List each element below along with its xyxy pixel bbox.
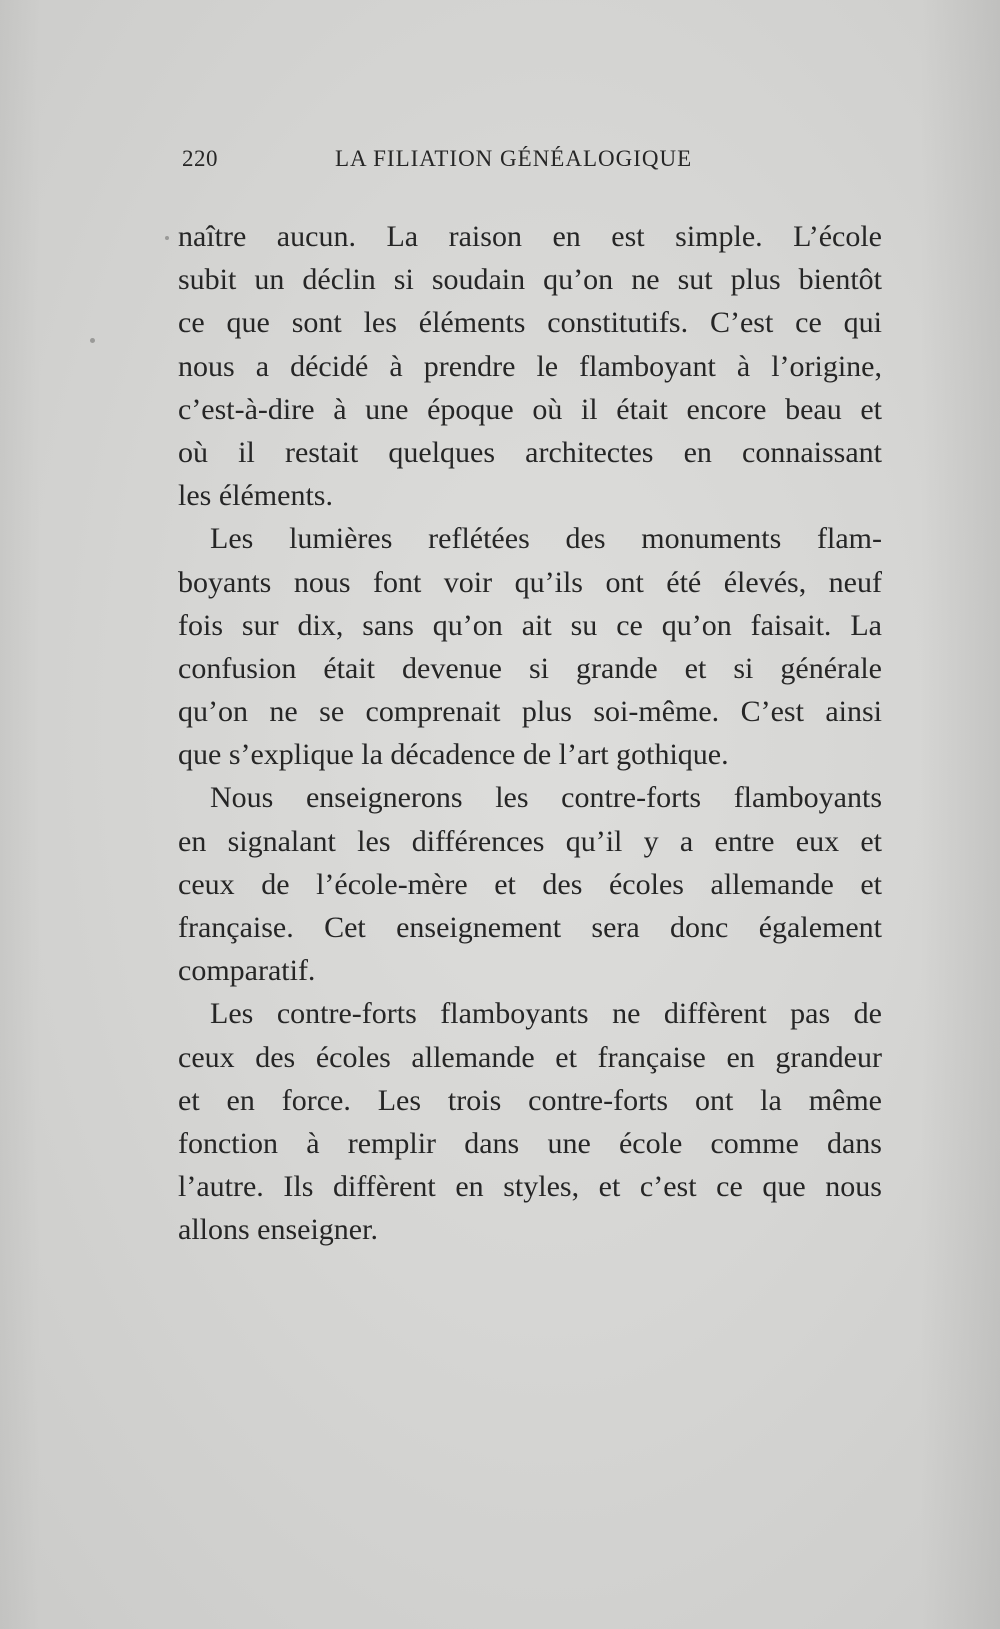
text-line: qu’on ne se comprenait plus soi-même. C’est ainsi	[178, 695, 882, 729]
text-line: en signalant les différences qu’il y a entre eux et	[178, 824, 882, 858]
text-line: Les contre-forts flamboyants ne diffèrent pas de	[210, 997, 882, 1031]
text-line: Les lumières reflétées des monuments flam-	[210, 522, 882, 556]
text-line: fonction à remplir dans une école comme dans	[178, 1126, 882, 1160]
text-line: nous a décidé à prendre le flamboyant à l’origine,	[178, 349, 882, 383]
text-line: boyants nous font voir qu’ils ont été élevés, neuf	[178, 565, 882, 599]
text-line: Nous enseignerons les contre-forts flamboyants	[210, 781, 882, 815]
paragraph-3	[178, 776, 882, 992]
text-line: confusion était devenue si grande et si générale	[178, 651, 882, 685]
paragraph-1	[178, 215, 882, 517]
text-line: où il restait quelques architectes en connaissant	[178, 435, 882, 469]
text-line: comparatif.	[178, 954, 316, 988]
text-line: ceux des écoles allemande et française en grandeur	[178, 1040, 882, 1074]
page-number: 220	[182, 146, 218, 171]
text-line: allons enseigner.	[178, 1213, 378, 1247]
text-line: naître aucun. La raison en est simple. L’école	[178, 220, 882, 253]
text-line: les éléments.	[178, 479, 333, 513]
running-title: LA FILIATION GÉNÉALOGIQUE	[335, 146, 693, 171]
text-line: que s’explique la décadence de l’art gothique.	[178, 738, 729, 772]
paragraph-4	[178, 992, 882, 1251]
text-line: française. Cet enseignement sera donc également	[178, 911, 882, 944]
running-header	[182, 146, 882, 182]
text-line: ce que sont les éléments constitutifs. C’est ce qui	[178, 306, 882, 340]
page-shadow-left	[0, 0, 40, 1629]
text-line: et en force. Les trois contre-forts ont la même	[178, 1083, 882, 1117]
text-line: fois sur dix, sans qu’on ait su ce qu’on faisait. La	[178, 608, 882, 642]
ink-speck	[90, 338, 95, 343]
ink-speck	[165, 236, 169, 240]
text-line: ceux de l’école-mère et des écoles allemande et	[178, 867, 882, 901]
text-line: l’autre. Ils diffèrent en styles, et c’est ce que nous	[178, 1170, 882, 1204]
page-shadow-right	[920, 0, 1000, 1629]
text-line: c’est-à-dire à une époque où il était encore beau et	[178, 392, 882, 426]
paragraph-2	[178, 517, 882, 776]
body-text	[178, 215, 882, 1252]
text-line: subit un déclin si soudain qu’on ne sut plus bientôt	[178, 263, 882, 297]
